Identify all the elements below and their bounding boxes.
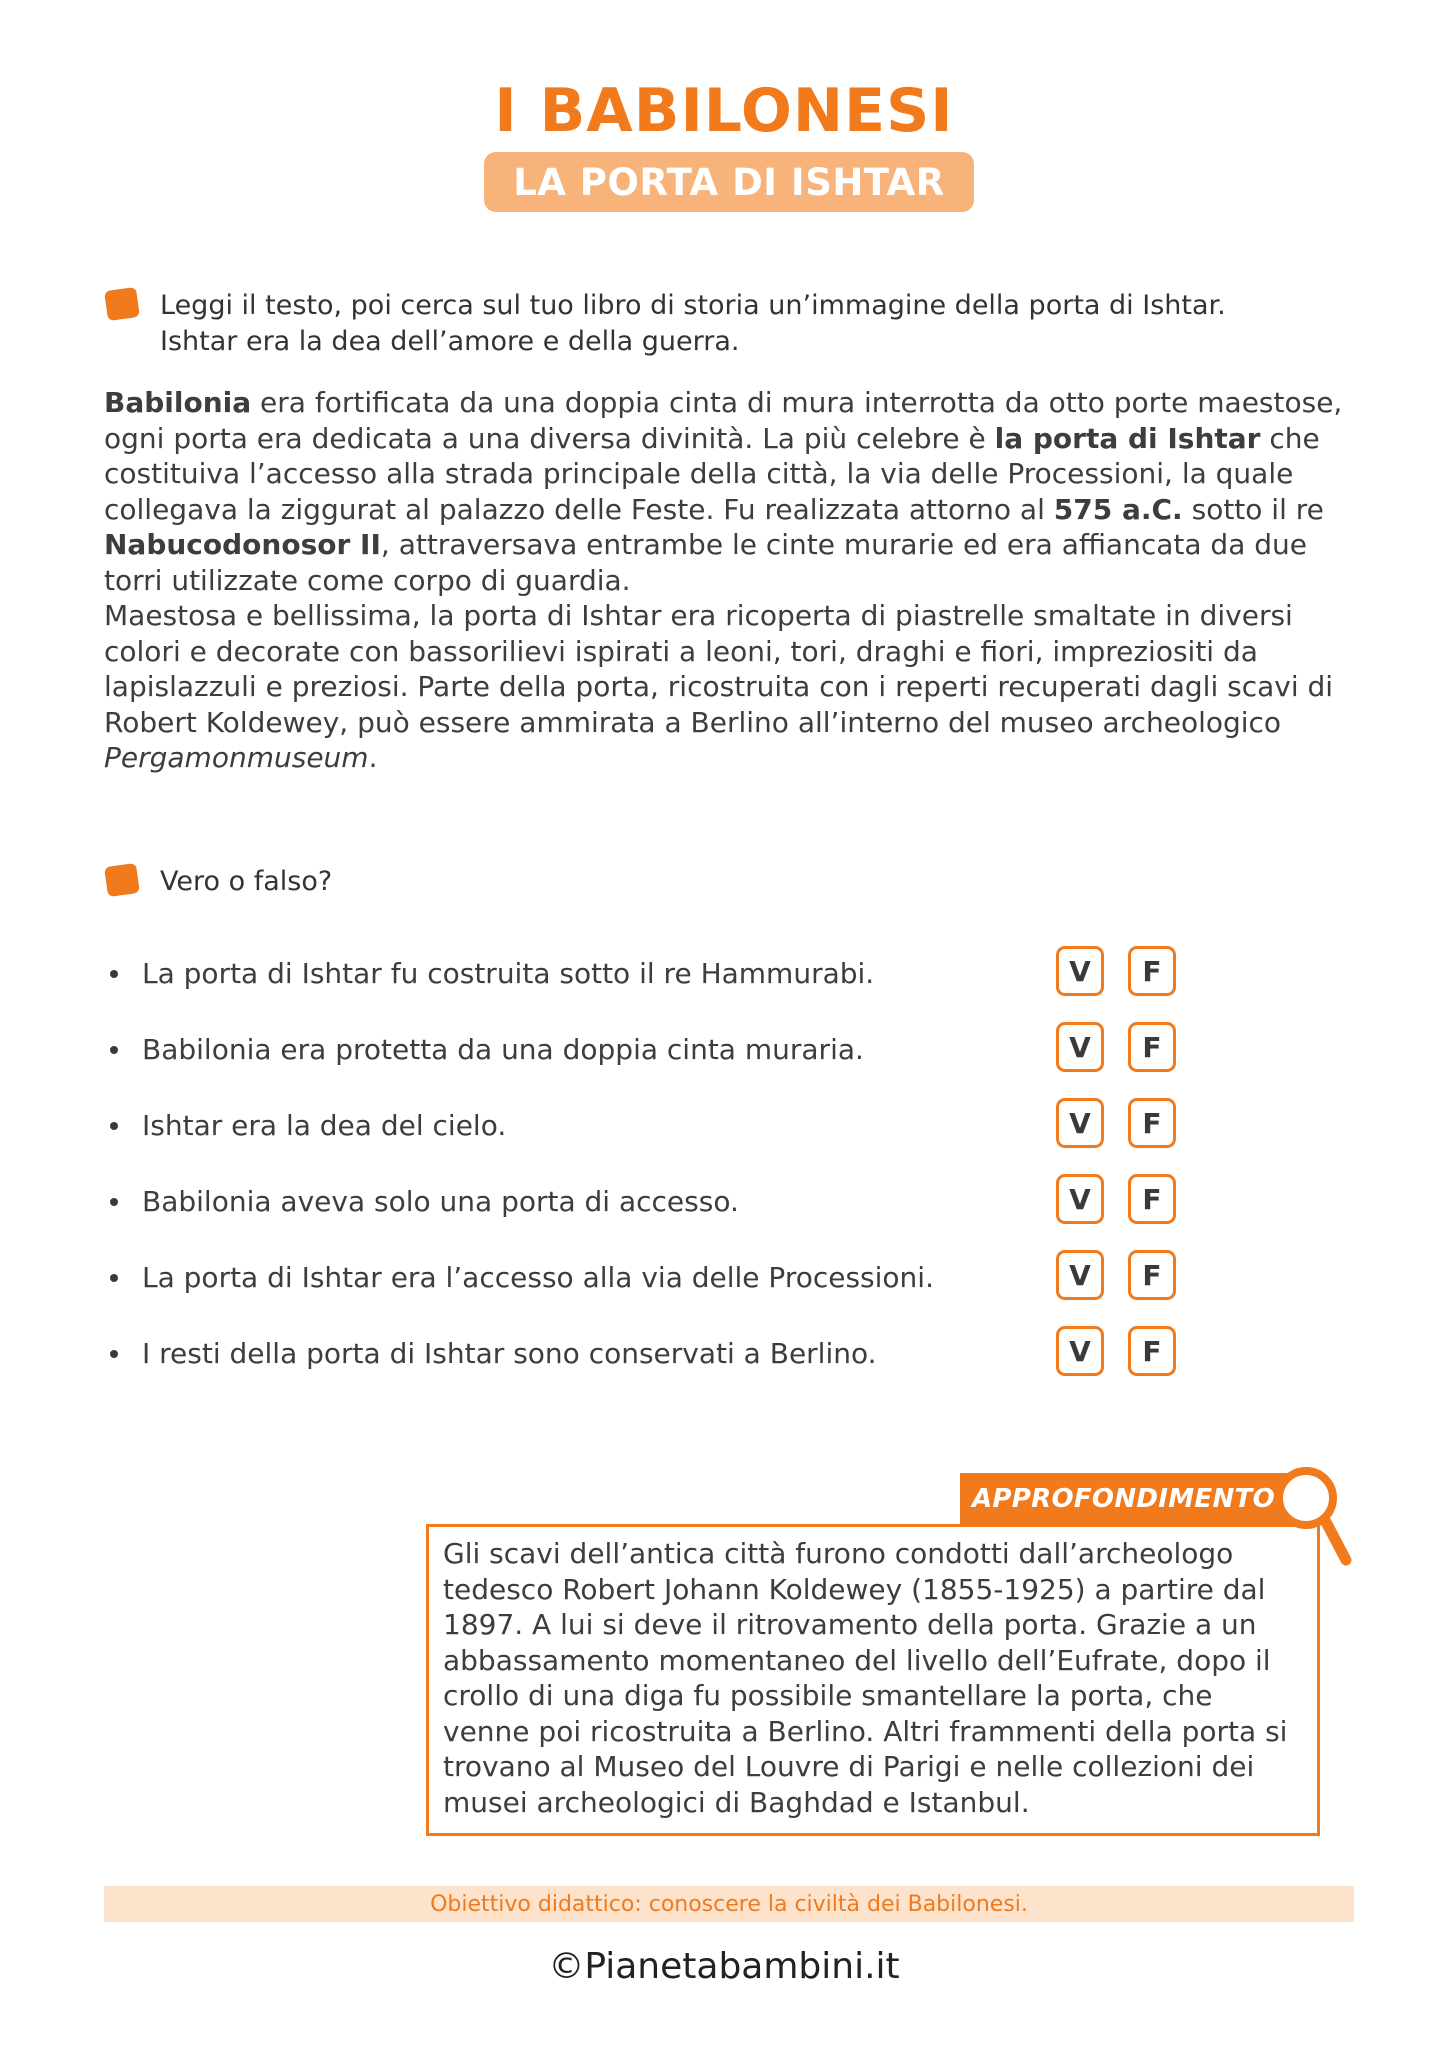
learning-goal-bar [104, 1886, 1354, 1922]
paragraph-2: Maestosa e bellissima, la porta di Ishtar era ricoperta di piastrelle smaltate in diversi colori e decorate con bassorilievi ispirati a leoni, tori, draghi e fiori, impreziositi da lapislazzuli e preziosi. Parte della porta, ricostruita con i reperti recuperati dagli scavi di Robert Koldewey, può essere ammirata a Berlino all’interno del museo archeologico Pergamonmuseum. [104, 599, 1334, 774]
bold-term: 575 a.C. [1053, 492, 1183, 526]
quiz-item [110, 1256, 1210, 1306]
quiz-item [110, 1104, 1210, 1154]
bold-term: Babilonia [104, 386, 252, 419]
subtitle-banner [484, 152, 974, 212]
page-subtitle: LA PORTA DI ISHTAR [513, 160, 945, 204]
approfondimento-tab [960, 1473, 1290, 1525]
false-checkbox[interactable]: F [1128, 1022, 1176, 1072]
bullet-dot-icon [110, 1198, 118, 1206]
instruction-line-2: Ishtar era la dea dell’amore e della guerra. [160, 326, 740, 357]
bullet-dot-icon [110, 1350, 118, 1358]
bold-term: la porta di Ishtar [994, 421, 1261, 455]
quiz-heading: Vero o falso? [160, 866, 333, 897]
bullet-dot-icon [110, 970, 118, 978]
false-checkbox[interactable]: F [1128, 1098, 1176, 1148]
bullet-dot-icon [110, 1046, 118, 1054]
bullet-square-icon [104, 287, 140, 321]
quiz-statement: Babilonia aveva solo una porta di accesso. [142, 1185, 739, 1218]
approfondimento-text: Gli scavi dell’antica città furono condotti dall’archeologo tedesco Robert Johann Koldewey (1855-1925) a partire dal 1897. A lui si deve il ritrovamento della porta. Grazie a un abbassamento momentaneo del livello dell’Eufrate, dopo il crollo di una diga fu possibile smantellare la porta, che venne poi ricostruita a Berlino. Altri frammenti della porta si trovano al Museo del Louvre di Parigi e nelle collezioni dei musei archeologici di Baghdad e Istanbul. [443, 1537, 1288, 1819]
bullet-dot-icon [110, 1274, 118, 1282]
false-checkbox[interactable]: F [1128, 1174, 1176, 1224]
paragraph-1: Babilonia era fortificata da una doppia cinta di mura interrotta da otto porte maestose, ogni porta era dedicata a una diversa divinità. La più celebre è la porta di Ishtar che costituiva l’accesso alla strada principale della città, la via delle Processioni, la quale collegava la ziggurat al palazzo delle Feste. Fu realizzata attorno al 575 a.C. sotto il re Nabucodonosor II, attraversava entrambe le cinte murarie ed era affiancata da due torri utilizzate come corpo di guardia. [104, 386, 1343, 597]
page-title: I BABILONESI [494, 76, 954, 146]
true-checkbox[interactable]: V [1056, 1326, 1104, 1376]
quiz-statement: I resti della porta di Ishtar sono conservati a Berlino. [142, 1337, 877, 1370]
quiz-statement: La porta di Ishtar era l’accesso alla via delle Processioni. [142, 1261, 934, 1294]
quiz-statement: Babilonia era protetta da una doppia cinta muraria. [142, 1033, 864, 1066]
italic-term: Pergamonmuseum [104, 741, 369, 774]
quiz-item [110, 1028, 1210, 1078]
true-checkbox[interactable]: V [1056, 1022, 1104, 1072]
quiz-statement: Ishtar era la dea del cielo. [142, 1109, 507, 1142]
false-checkbox[interactable]: F [1128, 1250, 1176, 1300]
true-checkbox[interactable]: V [1056, 946, 1104, 996]
reading-text [104, 385, 1354, 776]
quiz-item [110, 1180, 1210, 1230]
learning-goal-text: Obiettivo didattico: conoscere la civiltà dei Babilonesi. [430, 1891, 1028, 1917]
approfondimento-label: APPROFONDIMENTO [972, 1484, 1275, 1514]
true-checkbox[interactable]: V [1056, 1174, 1104, 1224]
quiz-statement: La porta di Ishtar fu costruita sotto il re Hammurabi. [142, 957, 875, 990]
copyright-notice: ©Pianetabambini.it [548, 1946, 900, 1987]
quiz-item [110, 952, 1210, 1002]
false-checkbox[interactable]: F [1128, 1326, 1176, 1376]
true-checkbox[interactable]: V [1056, 1098, 1104, 1148]
instruction-line-1: Leggi il testo, poi cerca sul tuo libro di storia un’immagine della porta di Ishtar. [160, 290, 1226, 321]
bullet-dot-icon [110, 1122, 118, 1130]
false-checkbox[interactable]: F [1128, 946, 1176, 996]
true-checkbox[interactable]: V [1056, 1250, 1104, 1300]
bullet-square-icon [104, 863, 140, 897]
bold-term: Nabucodonosor II [104, 528, 381, 561]
quiz-item [110, 1332, 1210, 1382]
